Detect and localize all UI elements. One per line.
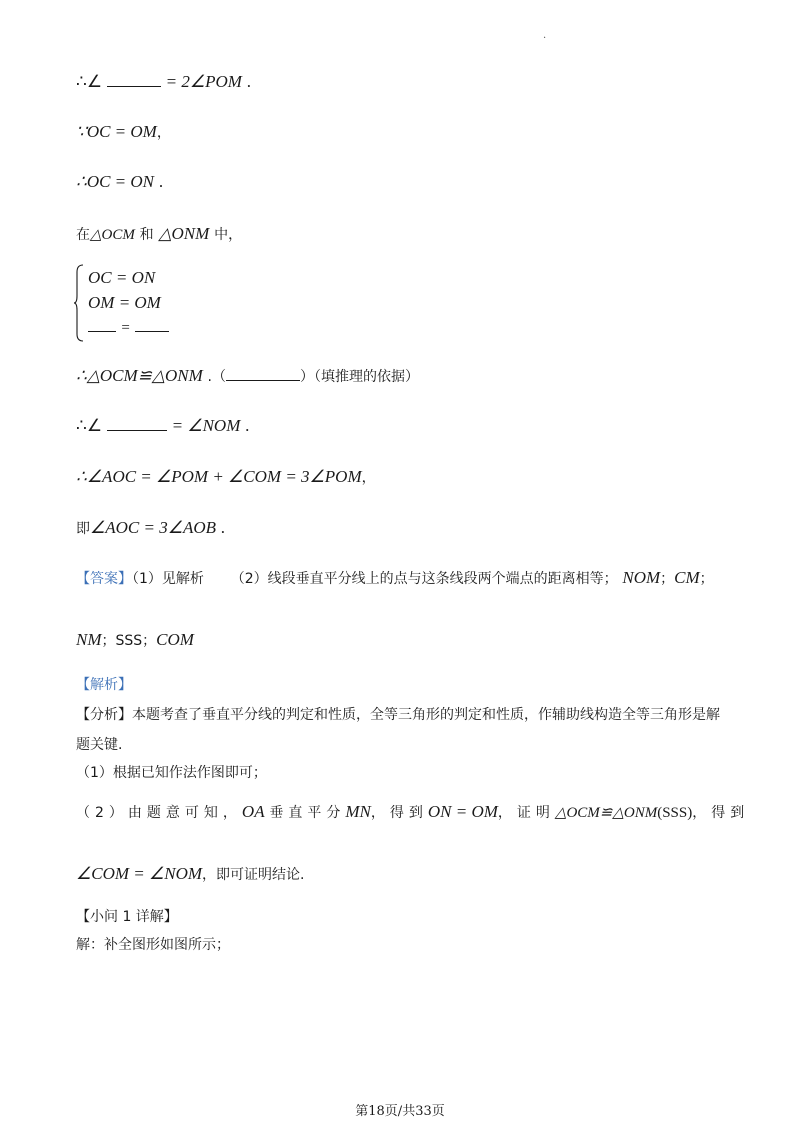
congruence-2: △OCM≌△ONM xyxy=(554,805,658,821)
analysis-p2 xyxy=(76,802,749,822)
detail-tag-line xyxy=(76,906,178,926)
text: ，得到 xyxy=(370,805,428,821)
analysis-tag: 【解析】 xyxy=(76,677,132,693)
punct: ； xyxy=(660,571,675,587)
system-row-1: OC = ON xyxy=(88,268,156,287)
system-row-2: OM = OM xyxy=(88,293,161,312)
proof-line-6 xyxy=(76,416,249,436)
system-row-3 xyxy=(88,317,169,337)
analysis-p1 xyxy=(76,762,267,782)
text: 即 xyxy=(76,521,90,537)
proof-line-8 xyxy=(76,518,225,538)
detail-text: 解：补全图形如图所示； xyxy=(76,937,230,953)
equation-6: = ∠NOM xyxy=(171,416,241,435)
answer-part-1: （1）见解析 xyxy=(132,571,204,587)
fenxi-text-2: 题关键. xyxy=(76,737,123,753)
punct: . xyxy=(245,416,250,435)
answer-nom: NOM xyxy=(622,568,661,587)
equation-on-om: ON = OM xyxy=(427,802,498,821)
proof-line-1 xyxy=(76,72,251,92)
text: ，证明 xyxy=(497,805,555,821)
text: ，得到 xyxy=(692,805,750,821)
segment-mn: MN xyxy=(345,802,371,821)
therefore-angle: ∴∠ xyxy=(76,416,103,435)
punct: ， xyxy=(361,470,376,486)
proof-line-3 xyxy=(76,172,163,192)
text: 中， xyxy=(214,227,243,243)
equation-system xyxy=(74,264,194,342)
proof-line-2 xyxy=(76,122,171,142)
analysis-p3 xyxy=(76,864,304,884)
punct: ； xyxy=(699,571,714,587)
text: 垂直平分 xyxy=(269,805,346,821)
punct: ； xyxy=(101,633,116,649)
segment-oa: OA xyxy=(241,802,265,821)
fenxi-text: 本题考查了垂直平分线的判定和性质，全等三角形的判定和性质，作辅助线构造全等三角形是解 xyxy=(132,707,720,723)
answer-com: COM xyxy=(156,630,194,649)
equation-com-nom: ∠COM = ∠NOM xyxy=(76,864,203,883)
text: ，即可证明结论. xyxy=(202,867,305,883)
blank-4 xyxy=(226,366,300,381)
answer-line xyxy=(76,568,714,588)
proof-line-5 xyxy=(76,366,419,386)
fenxi-tag: 【分析】 xyxy=(76,707,132,723)
punct: . xyxy=(246,72,251,91)
reason-hint: ）（填推理的依据） xyxy=(300,369,419,385)
equation-1: = 2∠POM xyxy=(165,72,242,91)
blank-3 xyxy=(135,317,169,332)
left-brace xyxy=(74,264,84,342)
sss: (SSS) xyxy=(657,805,693,821)
text: 在 xyxy=(76,227,90,243)
equation-2: ∵OC = OM xyxy=(76,122,157,141)
equation-8: ∠AOC = 3∠AOB xyxy=(90,518,216,537)
detail-tag: 【小问 1 详解】 xyxy=(76,909,178,925)
triangle-ocm: △OCM xyxy=(90,227,135,243)
answer-cm: CM xyxy=(674,568,700,587)
answer-nm: NM xyxy=(76,630,102,649)
congruence: ∴△OCM≌△ONM xyxy=(76,366,203,385)
equation-7: ∴∠AOC = ∠POM + ∠COM = 3∠POM xyxy=(76,467,362,486)
punct: .（ xyxy=(207,369,226,385)
answer-tag: 【答案】 xyxy=(76,571,132,587)
proof-line-7 xyxy=(76,467,376,487)
therefore-angle: ∴∠ xyxy=(76,72,103,91)
punct: ； xyxy=(142,633,157,649)
punct: . xyxy=(220,518,226,537)
analysis-fenxi-line-2 xyxy=(76,734,122,754)
text: （2）由题意可知， xyxy=(76,805,242,821)
equation-3: ∴OC = ON xyxy=(76,172,155,191)
analysis-point-1: （1）根据已知作法作图即可； xyxy=(76,765,267,781)
blank-2 xyxy=(88,317,116,332)
blank-1 xyxy=(107,72,161,87)
punct: ， xyxy=(156,125,171,141)
triangle-onm: △ONM xyxy=(158,224,210,243)
answer-sss: SSS xyxy=(115,633,143,649)
equals: = xyxy=(121,320,130,336)
proof-line-4 xyxy=(76,224,242,244)
analysis-tag-line xyxy=(76,674,132,694)
answer-line-2 xyxy=(76,630,194,650)
blank-5 xyxy=(107,416,167,431)
detail-text-line xyxy=(76,934,230,954)
page-footer: 第18页/共33页 xyxy=(355,1104,445,1119)
analysis-fenxi-line xyxy=(76,704,720,724)
punct: . xyxy=(158,172,164,191)
answer-part-2: （2）线段垂直平分线上的点与这条线段两个端点的距离相等； xyxy=(230,571,618,587)
text: 和 xyxy=(139,227,154,243)
header-mark: . xyxy=(543,30,547,41)
